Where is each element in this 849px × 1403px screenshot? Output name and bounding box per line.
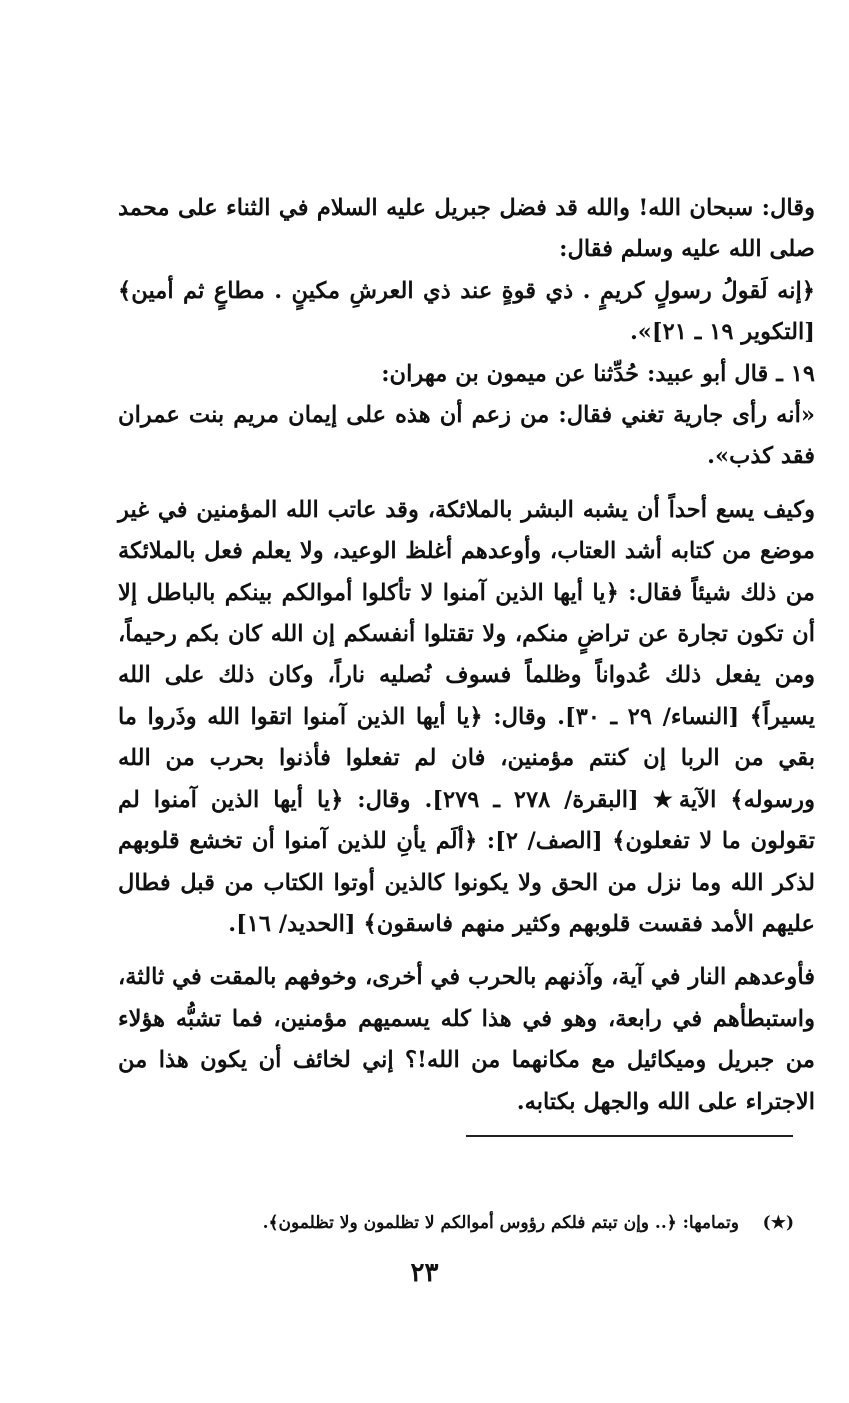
- paragraph-4-narration: «أنه رأى جارية تغني فقال: من زعم أن هذه على إيمان مريم بنت عمران فقد كذب».: [118, 402, 815, 470]
- paragraph-6: فأوعدهم النار في آية، وآذنهم بالحرب في أخرى، وخوفهم بالمقت في ثالثة، واستبطأهم في رابعة، وهو في هذا كله يسميهم مؤمنين، فما تشبُّه هؤلاء من جبريل وميكائيل مع مكانهما من الله!؟ إني لخائف أن يكون هذا من الاجتراء على الله والجهل بكتابه.: [118, 964, 815, 1115]
- paragraph-gap: [118, 478, 815, 490]
- paragraph-gap: [118, 945, 815, 957]
- paragraph-2-quran-verse: ﴿إنه لَقولُ رسولٍ كريمٍ . ذي قوةٍ عند ذي العرشِ مكينٍ . مطاعٍ ثم أمين﴾ [التكوير ١٩ ـ ٢١]».: [118, 277, 815, 346]
- footnote-marker: (★): [762, 1213, 794, 1233]
- paragraph-3-narration-header: ١٩ ـ قال أبو عبيد: حُدِّثنا عن ميمون بن مهران:: [381, 360, 815, 387]
- footnote-text: وتمامها: ﴿.. وإن تبتم فلكم رؤوس أموالكم لا تظلمون ولا تظلمون﴾.: [262, 1213, 739, 1233]
- main-text-block: [118, 188, 815, 1123]
- paragraph-5: وكيف يسع أحداً أن يشبه البشر بالملائكة، وقد عاتب الله المؤمنين في غير موضع من كتابه أشد العتاب، وأوعدهم أغلظ الوعيد، ولا يعلم فعل بالملائكة من ذلك شيئاً فقال: ﴿يا أيها الذين آمنوا لا تأكلوا أموالكم بينكم بالباطل إلا أن تكون تجارة عن تراضٍ منكم، ولا تقتلوا أنفسكم إن الله كان بكم رحيماً، ومن يفعل ذلك عُدواناً وظلماً فسوف نُصليه ناراً، وكان ذلك على الله يسيراً﴾ [النساء/ ٢٩ ـ ٣٠]. وقال: ﴿يا أيها الذين آمنوا اتقوا الله وذَروا ما بقي من الربا إن كنتم مؤمنين، فان لم تفعلوا فأذنوا بحرب من الله ورسوله﴾ الآية★ [البقرة/ ٢٧٨ ـ ٢٧٩]. وقال: ﴿يا أيها الذين آمنوا لم تقولون ما لا تفعلون﴾ [الصف/ ٢]: ﴿ألَم يأنِ للذين آمنوا أن تخشع قلوبهم لذكر الله وما نزل من الحق ولا يكونوا كالذين أوتوا الكتاب من قبل فطال عليهم الأمد فقست قلوبهم وكثير منهم فاسقون﴾ [الحديد/ ١٦].: [118, 496, 815, 937]
- footnote-spacer: [745, 1213, 757, 1233]
- page-number: ٢٣: [410, 1258, 439, 1288]
- footnote: [118, 1208, 794, 1238]
- paragraph-1: وقال: سبحان الله! والله قد فضل جبريل عليه السلام في الثناء على محمد صلى الله عليه وسلم فقال:: [118, 195, 815, 263]
- footnote-divider: [466, 1135, 793, 1137]
